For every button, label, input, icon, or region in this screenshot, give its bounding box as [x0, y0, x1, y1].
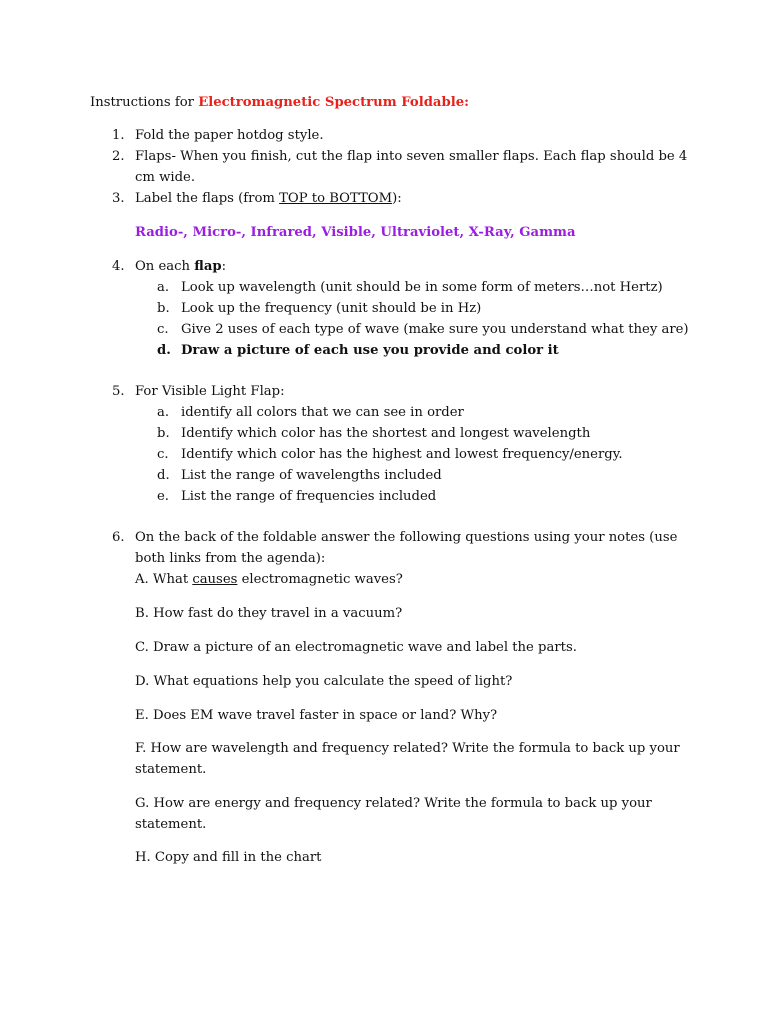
step-text: For Visible Light Flap:	[135, 384, 285, 399]
step-2	[0, 146, 768, 188]
step-5	[0, 381, 768, 507]
sub-item	[0, 277, 768, 298]
sub-item-text: Give 2 uses of each type of wave (make sure you understand what they are)	[181, 322, 689, 337]
question-b: B. How fast do they travel in a vacuum?	[135, 606, 403, 621]
title-prefix: Instructions for	[90, 95, 199, 110]
step-text	[135, 256, 226, 277]
sub-item-text: Look up wavelength (unit should be in some form of meters…not Hertz)	[181, 280, 663, 295]
sub-item	[0, 298, 768, 319]
question-e: E. Does EM wave travel faster in space or land? Why?	[135, 708, 498, 723]
document-title	[90, 92, 469, 113]
step-text-line-1: On the back of the foldable answer the following questions using your notes (use	[135, 530, 678, 545]
sub-item-text: List the range of wavelengths included	[181, 468, 442, 483]
step-3	[0, 188, 768, 209]
step-number: 6.	[112, 530, 125, 545]
step-number: 2.	[112, 149, 125, 164]
sub-item	[0, 340, 768, 361]
title-highlight: Electromagnetic Spectrum Foldable:	[198, 95, 469, 110]
step-text-post: ):	[392, 191, 402, 206]
flap-labels-text: Radio-, Micro-, Infrared, Visible, Ultraviolet, X-Ray, Gamma	[135, 225, 576, 240]
sub-item	[0, 444, 768, 465]
flap-labels	[0, 222, 768, 243]
sub-item-letter: b.	[157, 426, 170, 441]
step-text: Fold the paper hotdog style.	[135, 128, 324, 143]
question-a-pre: A. What	[135, 572, 193, 587]
sub-item-letter: a.	[157, 405, 170, 420]
step-number: 5.	[112, 384, 125, 399]
sub-item-text: Identify which color has the highest and lowest frequency/energy.	[181, 447, 623, 462]
step-text-line-2: both links from the agenda):	[135, 551, 326, 566]
sub-item-text: Look up the frequency (unit should be in Hz)	[181, 301, 482, 316]
step-number: 3.	[112, 191, 125, 206]
step-text-pre: On each	[135, 259, 195, 274]
sub-item	[0, 402, 768, 423]
sub-item	[0, 423, 768, 444]
sub-item-text: List the range of frequencies included	[181, 489, 437, 504]
step-text-bold: flap	[194, 259, 222, 274]
sub-item-letter: c.	[157, 447, 169, 462]
sub-item	[0, 319, 768, 340]
sub-item-text: Identify which color has the shortest and longest wavelength	[181, 426, 591, 441]
sub-item-letter: a.	[157, 280, 170, 295]
step-text-post: :	[221, 259, 227, 274]
step-text-pre: Label the flaps (from	[135, 191, 280, 206]
step-text-underlined: TOP to BOTTOM	[279, 191, 393, 206]
sub-item	[0, 465, 768, 486]
sub-item-text: Draw a picture of each use you provide and color it	[181, 343, 559, 358]
sub-item-letter: e.	[157, 489, 169, 504]
sub-item-text: identify all colors that we can see in order	[181, 405, 464, 420]
sub-item-letter: c.	[157, 322, 169, 337]
question-f-line-1: F. How are wavelength and frequency related? Write the formula to back up your	[135, 741, 680, 756]
question-a	[135, 569, 403, 590]
step-number: 4.	[112, 259, 125, 274]
question-a-underlined: causes	[192, 572, 238, 587]
question-h: H. Copy and fill in the chart	[135, 850, 322, 865]
question-f-line-2: statement.	[135, 762, 207, 777]
question-a-post: electromagnetic waves?	[237, 572, 403, 587]
step-1	[0, 125, 768, 146]
step-6	[0, 527, 768, 590]
question-d: D. What equations help you calculate the speed of light?	[135, 674, 513, 689]
step-4	[0, 256, 768, 361]
sub-item-letter: d.	[157, 468, 170, 483]
sub-item	[0, 486, 768, 507]
question-c: C. Draw a picture of an electromagnetic wave and label the parts.	[135, 640, 577, 655]
sub-item-letter: d.	[157, 343, 171, 358]
step-text-line-1: Flaps- When you finish, cut the flap into seven smaller flaps. Each flap should be 4	[135, 149, 688, 164]
step-text	[135, 188, 402, 209]
question-g-line-1: G. How are energy and frequency related? Write the formula to back up your	[135, 796, 652, 811]
step-text-line-2: cm wide.	[135, 170, 196, 185]
sub-item-letter: b.	[157, 301, 170, 316]
step-number: 1.	[112, 128, 125, 143]
question-g-line-2: statement.	[135, 817, 207, 832]
